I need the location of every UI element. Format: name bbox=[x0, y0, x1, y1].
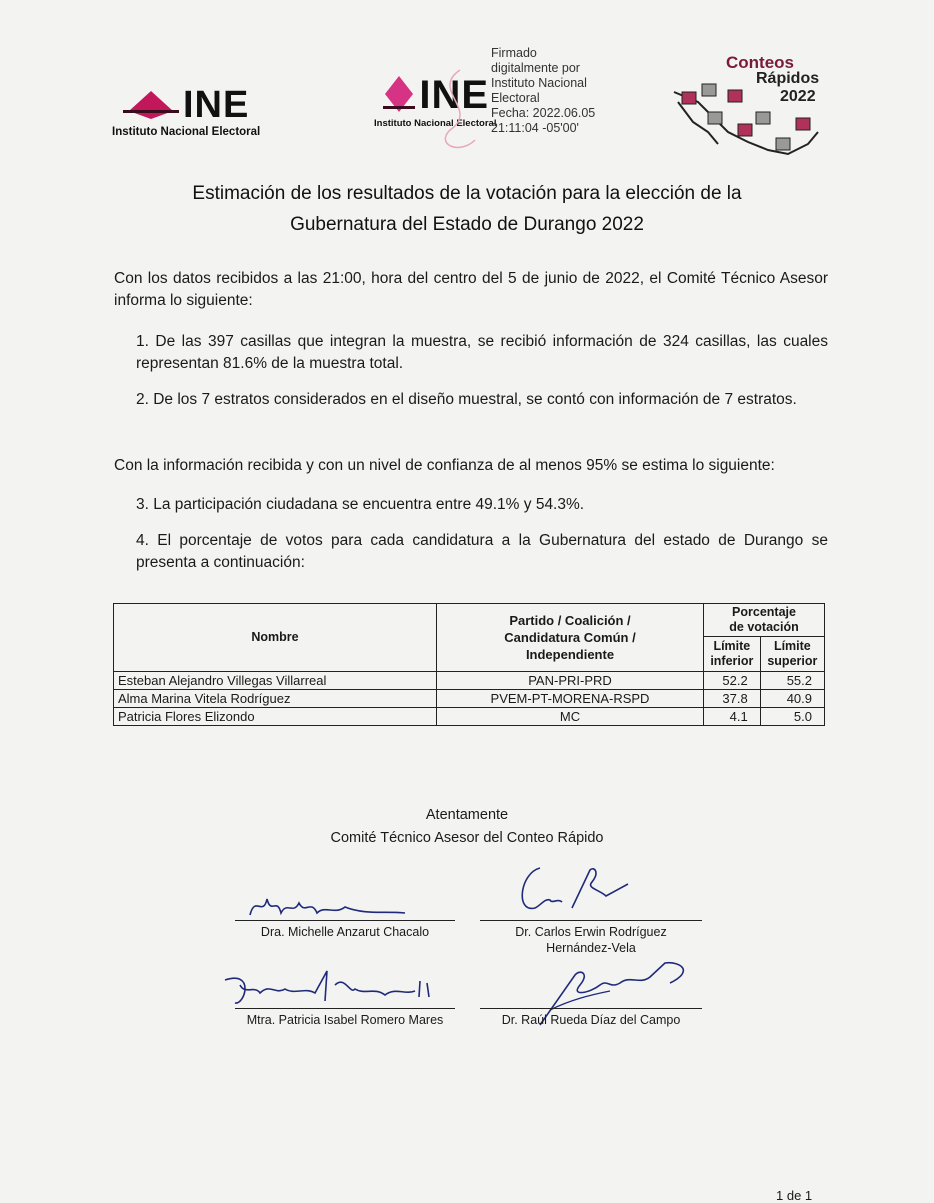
conteos-rapidos-logo bbox=[668, 54, 828, 164]
intro-paragraph: Con los datos recibidos a las 21:00, hora del centro del 5 de junio de 2022, el Comité Técnico Asesor informa lo siguiente: bbox=[114, 270, 828, 309]
cell-partido: MC bbox=[437, 708, 704, 726]
header-porcentaje-line: Porcentaje bbox=[732, 605, 796, 619]
ine-subtitle: Instituto Nacional Electoral bbox=[112, 126, 261, 138]
digital-signature-block bbox=[491, 46, 595, 136]
cell-partido: PVEM-PT-MORENA-RSPD bbox=[437, 690, 704, 708]
cell-nombre: Esteban Alejandro Villegas Villarreal bbox=[114, 672, 437, 690]
header-porcentaje-line: de votación bbox=[729, 620, 799, 634]
header-nombre: Nombre bbox=[114, 604, 437, 672]
results-table bbox=[113, 603, 825, 726]
signatory-name: Mtra. Patricia Isabel Romero Mares bbox=[246, 1013, 444, 1027]
table-row bbox=[114, 690, 825, 708]
cell-nombre: Alma Marina Vitela Rodríguez bbox=[114, 690, 437, 708]
signature-watermark bbox=[420, 60, 490, 160]
document-title bbox=[0, 178, 934, 240]
page-number: 1 de 1 bbox=[776, 1188, 813, 1203]
digital-signature-line: Electoral bbox=[491, 91, 540, 105]
title-line: Estimación de los resultados de la votación para la elección de la bbox=[192, 183, 742, 204]
closing-committee: Comité Técnico Asesor del Conteo Rápido bbox=[330, 830, 604, 846]
ine-wordmark: INE bbox=[419, 73, 490, 117]
handwritten-signature-carlos bbox=[510, 858, 640, 920]
ine-wordmark: INE bbox=[182, 84, 250, 126]
digital-signature-line: Firmado bbox=[491, 46, 537, 60]
rapidos-title: Rápidos bbox=[756, 70, 820, 87]
table-header-row bbox=[114, 604, 825, 637]
header-partido-line: Independiente bbox=[525, 647, 615, 662]
list-item: 3. La participación ciudadana se encuentra entre 49.1% y 54.3%. bbox=[136, 496, 585, 513]
ine-subtitle: Instituto Nacional Electoral bbox=[374, 118, 497, 129]
list-item: 2. De los 7 estratos considerados en el diseño muestral, se contó con información de 7 estratos. bbox=[136, 391, 797, 408]
header-superior-line: Límite bbox=[773, 639, 811, 653]
cell-partido: PAN-PRI-PRD bbox=[437, 672, 704, 690]
header-partido-line: Partido / Coalición / bbox=[509, 613, 631, 628]
signature-line bbox=[235, 920, 455, 921]
signature-line bbox=[480, 1008, 702, 1009]
cell-inferior: 52.2 bbox=[704, 672, 761, 690]
digital-signature-line: 21:11:04 -05'00' bbox=[491, 121, 579, 135]
header-inferior-line: Límite bbox=[713, 639, 751, 653]
header-partido bbox=[437, 604, 704, 672]
list-item: 1. De las 397 casillas que integran la muestra, se recibió información de 324 casillas, las cuales representan 81.6% de la muestra total. bbox=[136, 333, 828, 372]
signature-line bbox=[480, 920, 702, 921]
confidence-paragraph: Con la información recibida y con un nivel de confianza de al menos 95% se estima lo siguiente: bbox=[114, 457, 775, 474]
ine-diamond-icon bbox=[123, 89, 179, 121]
signatory-name-continued: Hernández-Vela bbox=[546, 941, 636, 955]
cell-superior: 5.0 bbox=[760, 708, 824, 726]
digital-signature-line: Fecha: 2022.06.05 bbox=[491, 106, 596, 120]
digital-signature-line: digitalmente por bbox=[491, 61, 580, 75]
list-item: 4. El porcentaje de votos para cada candidatura a la Gubernatura del estado de Durango se presenta a continuación: bbox=[136, 532, 828, 571]
year-title: 2022 bbox=[780, 88, 816, 105]
handwritten-signature-michelle bbox=[245, 885, 415, 925]
closing-atentamente: Atentamente bbox=[425, 807, 509, 823]
conteos-title: Conteos bbox=[726, 53, 794, 72]
table-row bbox=[114, 672, 825, 690]
header-superior-line: superior bbox=[767, 654, 818, 668]
handwritten-signature-patricia bbox=[215, 965, 445, 1010]
cell-inferior: 4.1 bbox=[704, 708, 761, 726]
signatory-name: Dr. Raúl Rueda Díaz del Campo bbox=[501, 1013, 681, 1027]
cell-nombre: Patricia Flores Elizondo bbox=[114, 708, 437, 726]
header-limite-superior bbox=[760, 637, 824, 672]
header-partido-line: Candidatura Común / bbox=[504, 630, 636, 645]
signature-line bbox=[235, 1008, 455, 1009]
cell-superior: 55.2 bbox=[760, 672, 824, 690]
header-inferior-line: inferior bbox=[710, 654, 754, 668]
signatory-name: Dr. Carlos Erwin Rodríguez bbox=[515, 925, 667, 939]
header-limite-inferior bbox=[704, 637, 761, 672]
title-line: Gubernatura del Estado de Durango 2022 bbox=[290, 214, 644, 235]
cell-superior: 40.9 bbox=[760, 690, 824, 708]
digital-signature-line: Instituto Nacional bbox=[491, 76, 587, 90]
header-porcentaje bbox=[704, 604, 825, 637]
signatory-name: Dra. Michelle Anzarut Chacalo bbox=[260, 925, 430, 939]
ine-logo-left bbox=[112, 86, 260, 138]
ine-diamond-icon bbox=[381, 74, 417, 116]
cell-inferior: 37.8 bbox=[704, 690, 761, 708]
table-row bbox=[114, 708, 825, 726]
